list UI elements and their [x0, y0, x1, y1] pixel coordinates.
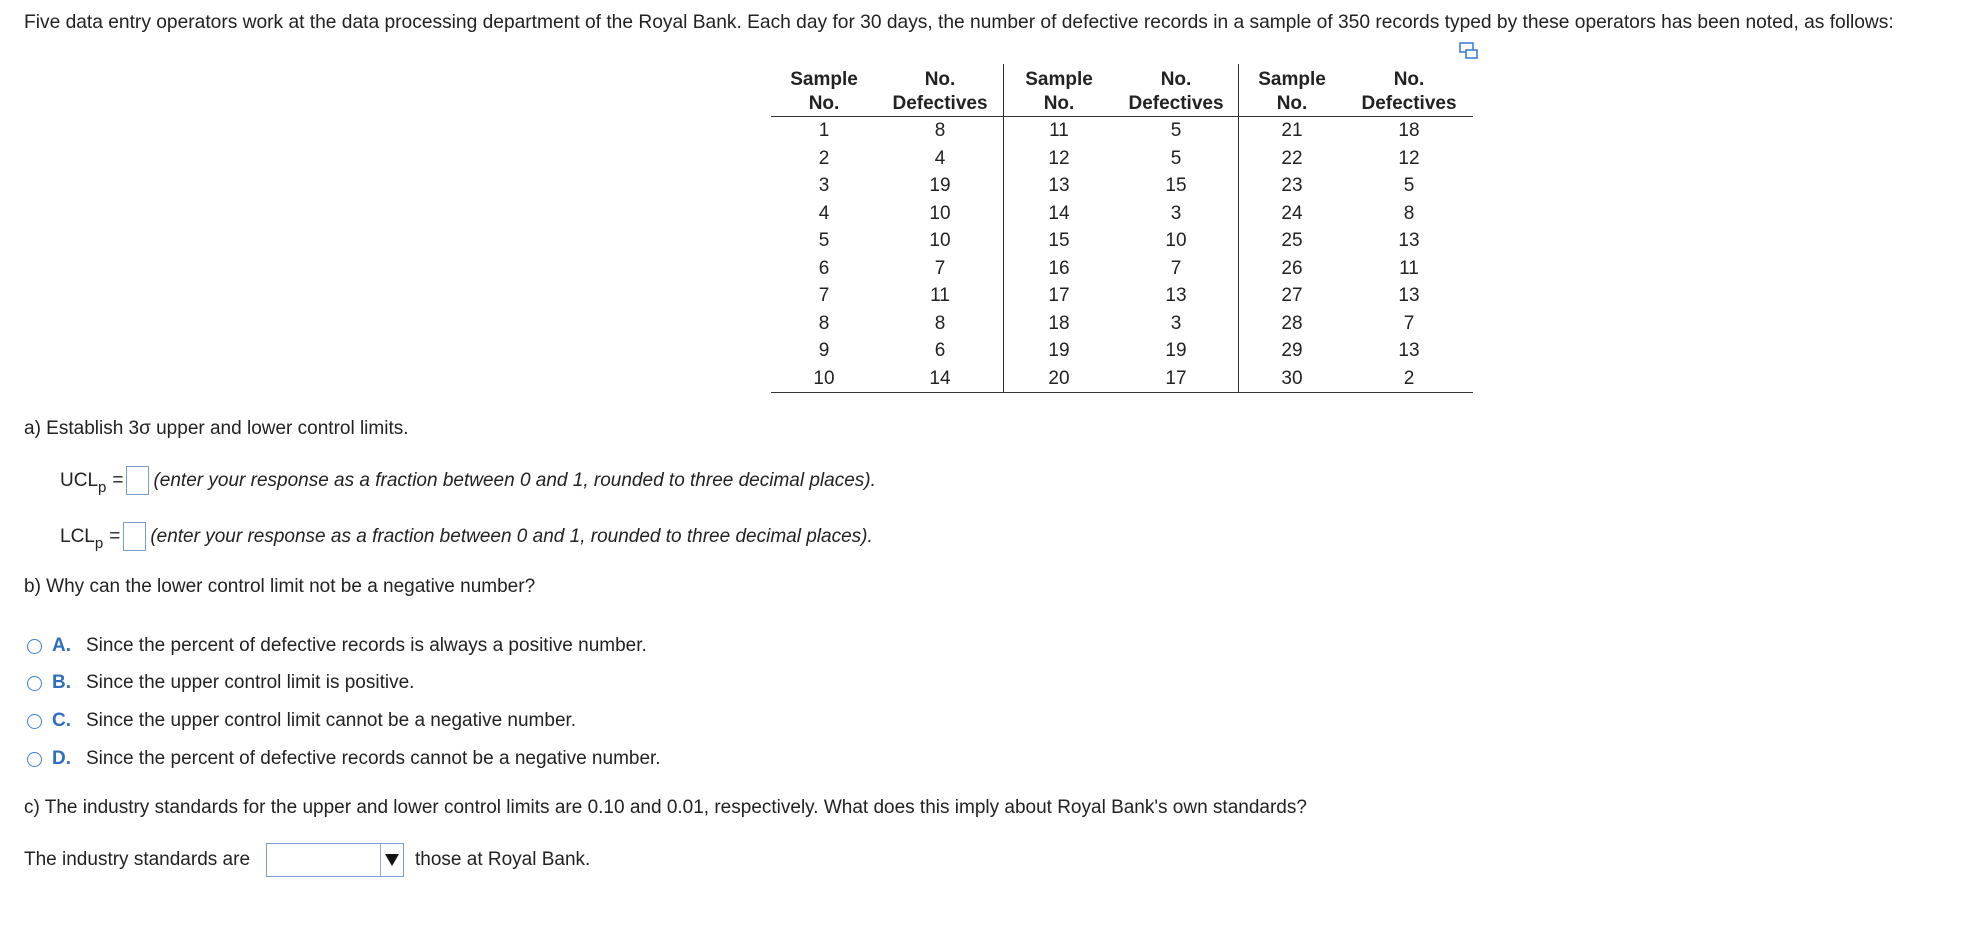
- option-a-letter: A.: [52, 635, 71, 656]
- sample-no-cell: 5: [818, 230, 830, 251]
- sample-no-cell: 10: [771, 365, 877, 393]
- sample-no-cell: 14: [1048, 202, 1070, 224]
- option-d-letter: D.: [52, 748, 71, 769]
- option-c[interactable]: [27, 710, 576, 732]
- defectives-cell: 13: [1398, 340, 1420, 361]
- sample-no-cell: 18: [1048, 312, 1070, 334]
- defectives-cell: 13: [1398, 285, 1420, 306]
- defectives-cell: 15: [1114, 172, 1239, 200]
- sample-no-cell: 19: [1048, 340, 1070, 361]
- defectives-cell: 17: [1114, 365, 1239, 393]
- defectives-cell: 5: [1403, 175, 1415, 196]
- table-body: [771, 117, 1473, 393]
- part-c-prefix: The industry standards are: [24, 849, 251, 870]
- radio-c[interactable]: [27, 714, 42, 729]
- defectives-cell: 6: [877, 337, 1004, 365]
- defectives-cell: 10: [877, 227, 1004, 255]
- table-row: [771, 282, 1473, 310]
- problem-intro: Five data entry operators work at the data processing department of the Royal Bank. Each day for 30 days, the number of defective records in a sample of 350 records typed by these operators has been noted, as follows:: [24, 12, 1894, 33]
- header-sample-no-3: Sample No.: [1239, 64, 1346, 117]
- ucl-equals: =: [112, 469, 124, 491]
- part-c-suffix: those at Royal Bank.: [415, 849, 591, 870]
- defectives-cell: 7: [1403, 312, 1415, 334]
- defectives-cell: 3: [1114, 310, 1239, 338]
- sample-no-cell: 29: [1281, 340, 1303, 361]
- table-row: [771, 172, 1473, 200]
- option-b-text: Since the upper control limit is positive.: [86, 672, 415, 693]
- table-row: [771, 310, 1473, 338]
- sample-no-cell: 26: [1281, 257, 1303, 279]
- defectives-cell: 8: [877, 310, 1004, 338]
- defectives-cell: 8: [877, 117, 1004, 145]
- radio-d[interactable]: [27, 752, 42, 767]
- ucl-row: [60, 466, 876, 495]
- sample-no-cell: 28: [1281, 312, 1303, 334]
- defectives-cell: 10: [1114, 227, 1239, 255]
- lcl-row: [60, 522, 873, 551]
- ucl-hint: (enter your response as a fraction between 0 and 1, rounded to three decimal places).: [153, 469, 876, 491]
- defectives-cell: 7: [1114, 255, 1239, 283]
- sample-no-cell: 22: [1281, 147, 1303, 169]
- lcl-equals: =: [109, 525, 121, 547]
- table-row: [771, 145, 1473, 173]
- sample-no-cell: 4: [818, 202, 830, 224]
- table-row: [771, 337, 1473, 365]
- defectives-table: [771, 64, 1473, 393]
- sample-no-cell: 1: [818, 120, 830, 141]
- sample-no-cell: 13: [1048, 175, 1070, 196]
- option-b-letter: B.: [52, 672, 71, 693]
- sample-no-cell: 24: [1281, 202, 1303, 224]
- sample-no-cell: 7: [818, 285, 830, 306]
- defectives-cell: 19: [877, 172, 1004, 200]
- sample-no-cell: 30: [1239, 365, 1346, 393]
- defectives-cell: 11: [1399, 257, 1419, 279]
- option-c-text: Since the upper control limit cannot be a negative number.: [86, 710, 577, 731]
- option-d-text: Since the percent of defective records cannot be a negative number.: [86, 748, 661, 769]
- defectives-cell: 5: [1114, 145, 1239, 173]
- ucl-input[interactable]: [126, 466, 149, 495]
- part-a-question: a) Establish 3σ upper and lower control limits.: [24, 418, 409, 439]
- sample-no-cell: 2: [818, 147, 830, 169]
- table-row: [771, 117, 1473, 145]
- sample-no-cell: 21: [1281, 120, 1303, 141]
- dropdown-arrow-icon[interactable]: [380, 844, 403, 876]
- standards-dropdown[interactable]: [266, 843, 404, 877]
- part-b-question: b) Why can the lower control limit not be a negative number?: [24, 576, 536, 597]
- radio-b[interactable]: [27, 676, 42, 691]
- defectives-cell: 13: [1114, 282, 1239, 310]
- defectives-cell: 19: [1114, 337, 1239, 365]
- option-c-letter: C.: [52, 710, 71, 731]
- sample-no-cell: 9: [818, 340, 830, 361]
- sample-no-cell: 16: [1048, 257, 1070, 279]
- header-sample-no-2: Sample No.: [1004, 64, 1115, 117]
- table-row: [771, 200, 1473, 228]
- option-d[interactable]: [27, 748, 661, 770]
- radio-a[interactable]: [27, 639, 42, 654]
- sample-no-cell: 20: [1004, 365, 1115, 393]
- defectives-cell: 14: [877, 365, 1004, 393]
- sample-no-cell: 23: [1281, 175, 1303, 196]
- sample-no-cell: 11: [1049, 120, 1069, 141]
- defectives-cell: 4: [877, 145, 1004, 173]
- defectives-cell: 7: [877, 255, 1004, 283]
- header-sample-no-1: Sample No.: [771, 64, 877, 117]
- sample-no-cell: 25: [1281, 230, 1303, 251]
- table-header-row: [771, 64, 1473, 117]
- sample-no-cell: 15: [1048, 230, 1070, 251]
- defectives-cell: 10: [877, 200, 1004, 228]
- table-row: [771, 365, 1473, 393]
- lcl-label: $LCL_p$: [60, 525, 104, 552]
- table-row: [771, 255, 1473, 283]
- header-defectives-2: No. Defectives: [1114, 64, 1239, 117]
- sample-no-cell: 8: [818, 312, 830, 334]
- defectives-cell: 13: [1398, 230, 1420, 251]
- lcl-input[interactable]: [123, 522, 146, 551]
- table-row: [771, 227, 1473, 255]
- sample-no-cell: 12: [1048, 147, 1070, 169]
- ucl-label: $UCL_p$: [60, 469, 107, 496]
- header-defectives-1: No. Defectives: [877, 64, 1004, 117]
- option-a[interactable]: [27, 635, 647, 657]
- defectives-cell: 5: [1114, 117, 1239, 145]
- defectives-cell: 18: [1398, 120, 1420, 141]
- sample-no-cell: 6: [818, 257, 830, 279]
- defectives-cell: 8: [1403, 202, 1415, 224]
- defectives-cell: 2: [1345, 365, 1473, 393]
- header-defectives-3: No. Defectives: [1345, 64, 1473, 117]
- defectives-cell: 12: [1398, 147, 1420, 169]
- copy-data-icon[interactable]: [1459, 42, 1479, 60]
- part-c-question: c) The industry standards for the upper and lower control limits are 0.10 and 0.01, respectively. What does this imply about Royal Bank's own standards?: [24, 797, 1307, 818]
- sample-no-cell: 17: [1048, 285, 1070, 306]
- defectives-cell: 11: [877, 282, 1004, 310]
- lcl-hint: (enter your response as a fraction between 0 and 1, rounded to three decimal places).: [150, 525, 873, 547]
- defectives-cell: 3: [1114, 200, 1239, 228]
- option-a-text: Since the percent of defective records is always a positive number.: [86, 635, 647, 656]
- option-b[interactable]: [27, 672, 414, 694]
- sample-no-cell: 27: [1281, 285, 1303, 306]
- sample-no-cell: 3: [818, 175, 830, 196]
